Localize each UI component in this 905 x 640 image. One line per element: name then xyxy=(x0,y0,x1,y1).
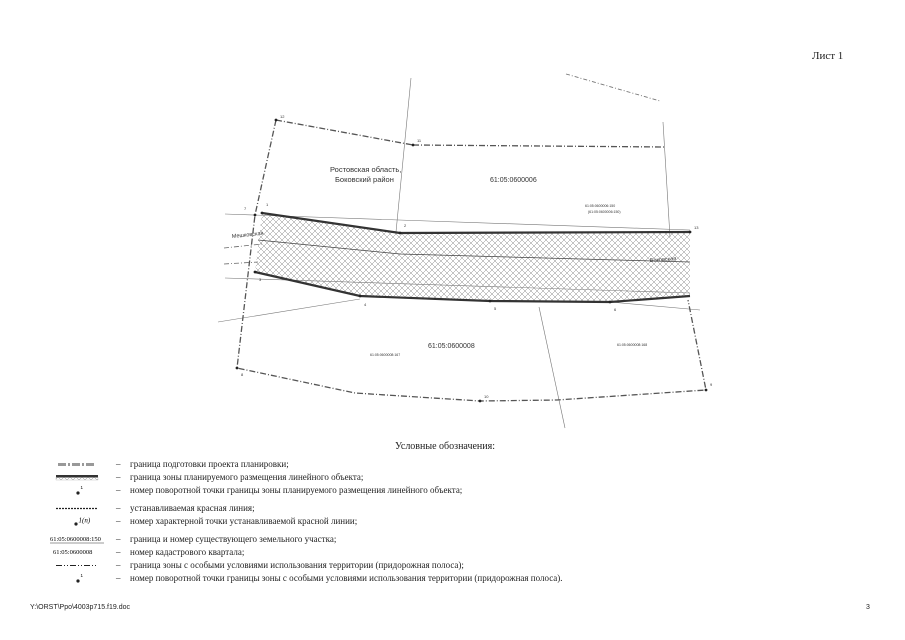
region-label: Боковский район xyxy=(335,175,394,184)
road-corridor xyxy=(255,213,690,302)
point-label: 8 xyxy=(241,372,244,377)
legend-symbol xyxy=(40,546,110,559)
legend-title: Условные обозначения: xyxy=(395,441,496,452)
point-label: 11 xyxy=(417,138,422,143)
legend-item: 61:05:0600008 – номер кадастрового квартала; xyxy=(40,546,720,559)
point-label: 12 xyxy=(280,114,285,119)
legend-symbol xyxy=(40,572,110,585)
footer-file-path: Y:\ORST\Ppo\4003p715.f19.doc xyxy=(30,604,131,611)
legend-text: граница и номер существующего земельного участка; xyxy=(130,534,337,544)
legend-item: 1(п) – номер характерной точки устанавливаемой красной линии; xyxy=(40,515,720,528)
parcel-label: 61:05:0600008:167 xyxy=(370,353,401,357)
point-label: 10 xyxy=(484,394,489,399)
legend-text: устанавливаемая красная линия; xyxy=(130,503,255,513)
sheet-label: Лист 1 xyxy=(812,50,844,62)
point-label: 7 xyxy=(244,206,247,211)
road-label: Боковская xyxy=(649,256,677,264)
legend-item: 1 – номер поворотной точки границы зоны планируемого размещения линейного объекта; xyxy=(40,484,720,497)
legend-text: граница зоны планируемого размещения линейного объекта; xyxy=(130,472,364,482)
legend-symbol xyxy=(40,484,110,497)
legend-item: – граница зоны с особыми условиями использования территории (придорожная полоса); xyxy=(40,559,720,572)
legend-item: 61:05:0600008:150 – граница и номер существующего земельного участка; xyxy=(40,533,720,546)
page-number: 3 xyxy=(866,604,870,611)
legend-symbol xyxy=(40,458,110,471)
point-label: 4 xyxy=(364,302,367,307)
legend-symbol xyxy=(40,533,110,546)
legend-symbol xyxy=(40,471,110,484)
point-label: 9 xyxy=(710,382,713,387)
svg-text:1: 1 xyxy=(80,485,84,490)
legend-item: 1 – номер поворотной точки границы зоны с особыми условиями использования территории (придорожная полоса). xyxy=(40,572,720,585)
roadside-strip xyxy=(224,244,262,264)
legend-text: номер характерной точки устанавливаемой красной линии; xyxy=(130,516,358,526)
legend-symbol xyxy=(40,515,110,528)
svg-text:1(п): 1(п) xyxy=(78,516,91,525)
legend-item: – граница зоны планируемого размещения линейного объекта; xyxy=(40,471,720,484)
legend-text: номер поворотной точки границы зоны планируемого размещения линейного объекта; xyxy=(130,485,463,495)
point-label: 13 xyxy=(694,225,699,230)
legend-item: – устанавливаемая красная линия; xyxy=(40,502,720,515)
point-label: 3 xyxy=(259,277,262,282)
svg-text:61:05:0600008:150: 61:05:0600008:150 xyxy=(50,536,101,543)
legend-symbol xyxy=(40,559,110,572)
point-label: 5 xyxy=(494,306,497,311)
svg-text:1: 1 xyxy=(80,573,84,578)
svg-text:61:05:0600008: 61:05:0600008 xyxy=(53,549,93,556)
legend-text: номер кадастрового квартала; xyxy=(130,547,245,557)
point-label: 6 xyxy=(614,307,617,312)
point-label: 2 xyxy=(404,223,407,228)
quarter-label: 61:05:0600008 xyxy=(428,343,475,350)
parcel-label: (61:05:0600006:150) xyxy=(588,210,621,214)
region-label: Ростовская область, xyxy=(330,165,402,174)
road-label: Мешковская xyxy=(231,230,264,240)
point-label: 1 xyxy=(266,202,269,207)
parcel-label: 61:05:0600006:150 xyxy=(585,204,616,208)
quarter-label: 61:05:0600006 xyxy=(490,177,537,184)
legend-symbol xyxy=(40,502,110,515)
legend-text: номер поворотной точки границы зоны с особыми условиями использования территории (придорожная полоса). xyxy=(130,573,563,583)
legend-text: граница подготовки проекта планировки; xyxy=(130,459,289,469)
legend-item: – граница подготовки проекта планировки; xyxy=(40,458,720,471)
legend-text: граница зоны с особыми условиями использования территории (придорожная полоса); xyxy=(130,560,464,570)
parcel-label: 61:05:0600008:168 xyxy=(617,343,648,347)
project-boundary-top xyxy=(566,74,660,101)
